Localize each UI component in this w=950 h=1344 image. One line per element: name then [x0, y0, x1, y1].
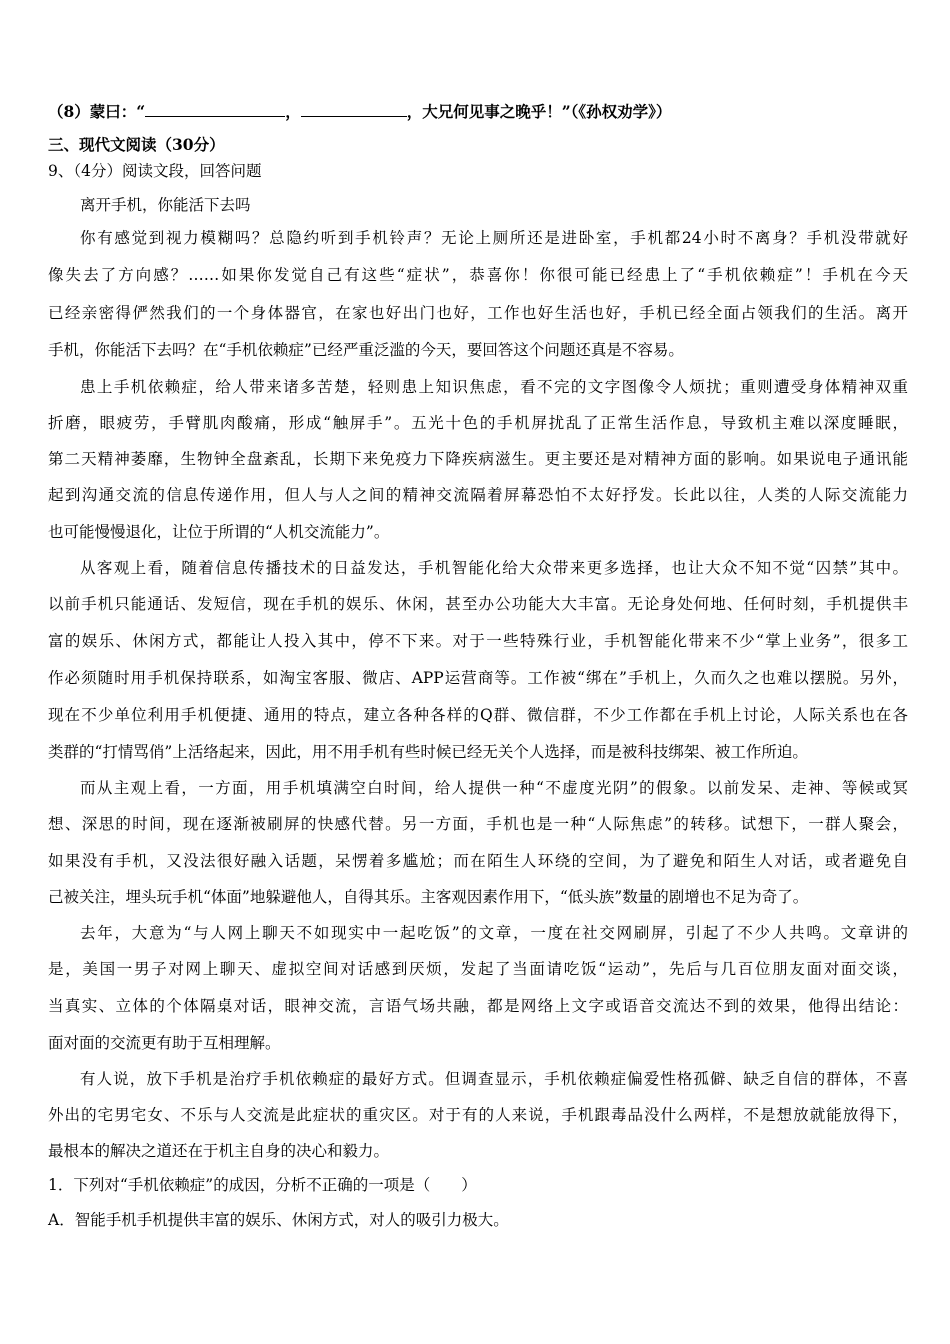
- p4-line: 如果没有手机，又没法很好融入话题，呆愣着多尴尬；而在陌生人环绕的空间，为了避免和陌生人对话，或者避免自: [48, 852, 908, 870]
- p2-line: 也可能慢慢退化，让位于所谓的“人机交流能力”。: [48, 523, 390, 541]
- p3-line: 以前手机只能通话、发短信，现在手机的娱乐、休闲，甚至办公功能大大丰富。无论身处何地、任何时刻，手机提供丰: [48, 595, 908, 613]
- article-title: 离开手机，你能活下去吗: [80, 196, 251, 214]
- question-8: [48, 100, 908, 123]
- p3-line: 从客观上看，随着信息传播技术的日益发达，手机智能化给大众带来更多选择，也让大众不知不觉“囚禁”其中。: [80, 559, 908, 577]
- p5-line: 面对面的交流更有助于互相理解。: [48, 1034, 281, 1052]
- q8-prefix: （8）蒙曰：“: [48, 102, 146, 121]
- option-a[interactable]: A．智能手机手机提供丰富的娱乐、休闲方式，对人的吸引力极大。: [48, 1211, 509, 1229]
- p4-line: 己被关注，埋头玩手机“体面”地躲避他人，自得其乐。主客观因素作用下，“低头族”数量的剧增也不足为奇了。: [48, 888, 809, 906]
- question-1: 1．下列对“手机依赖症”的成因，分析不正确的一项是（ ）: [48, 1176, 477, 1194]
- p1-line: 像失去了方向感？……如果你发觉自己有这些“症状”，恭喜你！你很可能已经患上了“手机依赖症”！手机在今天: [48, 266, 908, 284]
- p4-line: 想、深思的时间，现在逐渐被刷屏的快感代替。另一方面，手机也是一种“人际焦虑”的转移。试想下，一群人聚会，: [48, 815, 908, 833]
- p3-line: 富的娱乐、休闲方式，都能让人投入其中，停不下来。对于一些特殊行业，手机智能化带来不少“掌上业务”，很多工: [48, 632, 908, 650]
- p6-line: 外出的宅男宅女、不乐与人交流是此症状的重灾区。对于有的人来说，手机跟毒品没什么两样，不是想放就能放得下，: [48, 1106, 908, 1124]
- p2-line: 起到沟通交流的信息传递作用，但人与人之间的精神交流隔着屏幕恐怕不太好抒发。长此以往，人类的人际交流能力: [48, 486, 908, 504]
- p4-line: 而从主观上看，一方面，用手机填满空白时间，给人提供一种“不虚度光阴”的假象。以前发呆、走神、等候或冥: [80, 779, 908, 797]
- p1-line: 你有感觉到视力模糊吗？总隐约听到手机铃声？无论上厕所还是进卧室，手机都24小时不离身？手机没带就好: [80, 229, 908, 247]
- p6-line: 有人说，放下手机是治疗手机依赖症的最好方式。但调查显示，手机依赖症偏爱性格孤僻、缺乏自信的群体，不喜: [80, 1070, 908, 1088]
- p5-line: 去年，大意为“与人网上聊天不如现实中一起吃饭”的文章，一度在社交网刷屏，引起了不少人共鸣。文章讲的: [80, 924, 908, 942]
- p3-line: 作必须随时用手机保持联系，如淘宝客服、微店、APP运营商等。工作被“绑在”手机上，久而久之也难以摆脱。另外，: [48, 669, 908, 687]
- p1-line: 已经亲密得俨然我们的一个身体器官，在家也好出门也好，工作也好生活也好，手机已经全面占领我们的生活。离开: [48, 304, 908, 322]
- q8-separator: ，: [285, 102, 301, 121]
- p3-line: 类群的“打情骂俏”上活络起来，因此，用不用手机有些时候已经无关个人选择，而是被科技绑架、被工作所迫。: [48, 743, 808, 761]
- p5-line: 当真实、立体的个体隔桌对话，眼神交流，言语气场共融，都是网络上文字或语音交流达不到的效果，他得出结论：: [48, 997, 908, 1015]
- p2-line: 患上手机依赖症，给人带来诸多苦楚，轻则患上知识焦虑，看不完的文字图像令人烦扰；重则遭受身体精神双重: [80, 378, 908, 396]
- p6-line: 最根本的解决之道还在于机主自身的决心和毅力。: [48, 1142, 390, 1160]
- question-9-header: 9、（4分）阅读文段，回答问题: [48, 162, 262, 180]
- q8-blank-2[interactable]: [301, 100, 407, 117]
- p2-line: 第二天精神萎靡，生物钟全盘紊乱，长期下来免疫力下降疾病滋生。更主要还是对精神方面的影响。如果说电子通讯能: [48, 450, 908, 468]
- q8-suffix: ，大兄何见事之晚乎！”（《孙权劝学》）: [406, 102, 672, 121]
- q8-blank-1[interactable]: [145, 100, 285, 117]
- p5-line: 是，美国一男子对网上聊天、虚拟空间对话感到厌烦，发起了当面请吃饭“运动”，先后与几百位朋友面对面交谈，: [48, 960, 908, 978]
- section-3-title: 三、现代文阅读（30分）: [48, 135, 225, 154]
- p1-line: 手机，你能活下去吗？在“手机依赖症”已经严重泛滥的今天，要回答这个问题还真是不容易。: [48, 341, 684, 359]
- p3-line: 现在不少单位利用手机便捷、通用的特点，建立各种各样的Q群、微信群，不少工作都在手机上讨论，人际关系也在各: [48, 706, 908, 724]
- p2-line: 折磨，眼疲劳，手臂肌肉酸痛，形成“触屏手”。五光十色的手机屏扰乱了正常生活作息，导致机主难以深度睡眠，: [48, 414, 908, 432]
